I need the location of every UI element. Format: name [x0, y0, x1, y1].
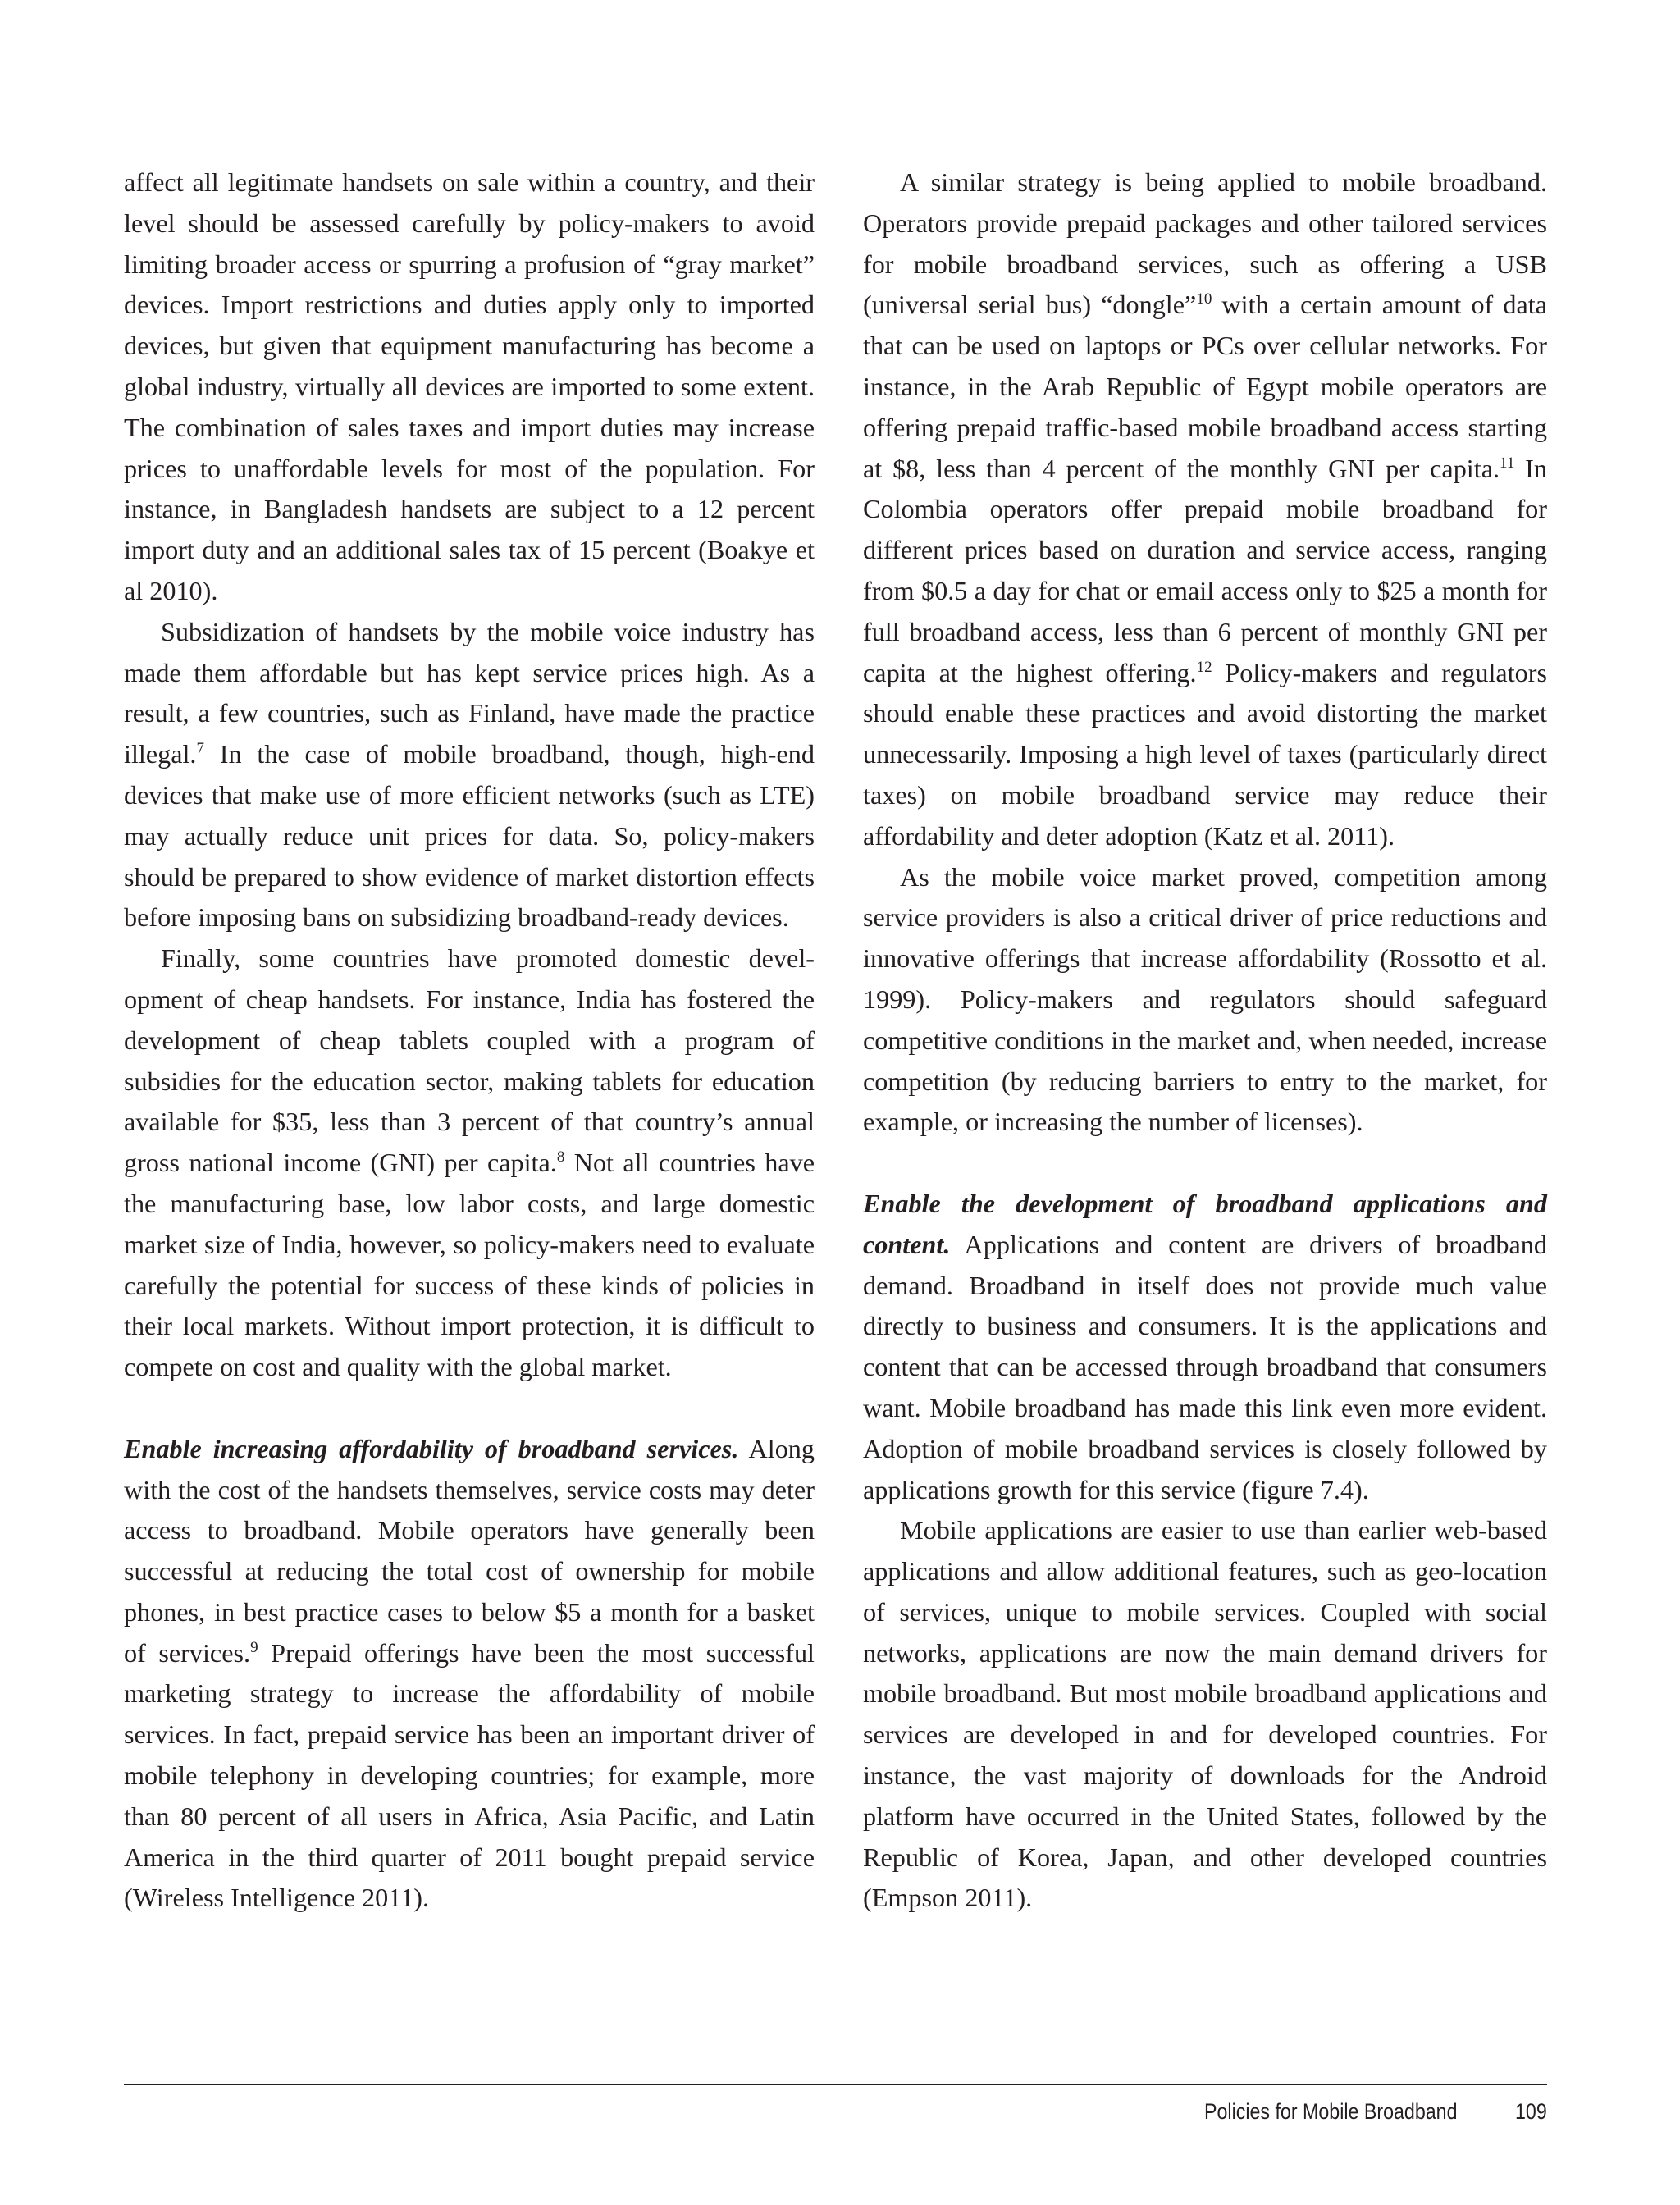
right-column	[863, 162, 1547, 1919]
footnote-ref-9: 9	[250, 1638, 258, 1656]
left-paragraph-1: affect all legitimate handsets on sale within a country, and their level should be assessed carefully by policy-makers to avoid limiting broader access or spurring a profusion of “gray market” devices. Import restrictions and duties apply only to imported devices, but given that equipment manufacturing has become a global industry, virtually all devices are imported to some extent. The combination of sales taxes and import duties may increase prices to unaffordable levels for most of the population. For instance, in Bangladesh handsets are subject to a 12 percent import duty and an additional sales tax of 15 percent (Boakye et al 2010).	[124, 167, 815, 605]
left-column	[124, 162, 815, 1919]
right-paragraph-3: Enable the development of broadband applications and content. Applications and content are drivers of broadband demand. Broadband in itself does not provide much value directly to business and consumers. It is the applications and content that can be accessed through broadband that consumers want. Mobile broadband has made this link even more evident. Adoption of mobile broadband services is closely followed by applications growth for this service (figure 7.4).	[863, 1188, 1547, 1504]
section-heading-applications: Enable the development of broadband applications and content.	[863, 1188, 1547, 1259]
page-footer	[1204, 2097, 1547, 2126]
section-heading-affordability: Enable increasing affordability of broadband services.	[124, 1433, 739, 1463]
footnote-ref-10: 10	[1196, 290, 1212, 308]
left-paragraph-4: Enable increasing affordability of broadband services. Along with the cost of the handsets themselves, service costs may deter access to broadband. Mobile operators have generally been successful at reducing the total cost of ownership for mobile phones, in best practice cases to below $5 a month for a basket of services.$^9$ Prepaid offerings have been the most successful marketing strategy to increase the affordability of mobile services. In fact, prepaid service has been an important driver of mobile telephony in developing countries; for example, more than 80 percent of all users in Africa, Asia Pacific, and Latin America in the third quarter of 2011 bought prepaid service (Wireless Intelligence 2011).	[124, 1433, 815, 1913]
left-paragraph-3: Finally, some countries have promoted domestic development of cheap handsets. For instance, India has fostered the development of cheap tablets coupled with a program of subsidies for the education sector, making tablets for education available for $35, less than 3 percent of that country’s annual gross national income (GNI) per capita.$^8$ Not all countries have the manufacturing base, low labor costs, and large domestic market size of India, however, so policy-makers need to evaluate carefully the potential for success of these kinds of policies in their local markets. Without import protection, it is difficult to compete on cost and quality with the global market.	[124, 943, 815, 1382]
footnote-ref-8: 8	[556, 1148, 565, 1166]
footnote-ref-11: 11	[1500, 454, 1515, 472]
right-paragraph-2: As the mobile voice market proved, competition among service providers is also a critical driver of price reductions and innovative offerings that increase affordability (Rossotto et al. 1999). Policy-makers and regulators should safeguard competitive conditions in the market and, when needed, increase competition (by reducing barriers to entry to the market, for example, or increasing the number of licenses).	[863, 861, 1547, 1137]
right-paragraph-1: A similar strategy is being applied to mobile broadband. Operators provide prepaid packages and other tailored services for mobile broadband services, such as offering a USB (universal serial bus) “dongle”$^{10}$ with a certain amount of data that can be used on laptops or PCs over cellular networks. For instance, in the Arab Republic of Egypt mobile operators are offering prepaid traffic-based mobile broadband access starting at $8, less than 4 percent of the monthly GNI per capita.$^{11}$ In Colombia operators offer prepaid mobile broadband for different prices based on duration and service access, ranging from $0.5 a day for chat or email access only to $25 a month for full broadband access, less than 6 percent of monthly GNI per capita at the highest offering.$^{12}$ Policy-makers and regulators should enable these practices and avoid distorting the market unnecessarily. Imposing a high level of taxes (particularly direct taxes) on mobile broadband service may reduce their affordability and deter adoption (Katz et al. 2011).	[863, 167, 1547, 851]
footer-section-title: Policies for Mobile Broadband	[1204, 2099, 1458, 2124]
footnote-ref-12: 12	[1196, 658, 1212, 676]
page-number: 109	[1515, 2099, 1547, 2124]
footnote-ref-7: 7	[196, 740, 204, 758]
right-paragraph-4: Mobile applications are easier to use than earlier web-based applications and allow additional features, such as geo-location of services, unique to mobile services. Coupled with social networks, applications are now the main demand drivers for mobile broadband. But most mobile broadband applications and services are developed in and for developed countries. For instance, the vast majority of downloads for the Android platform have occurred in the United States, followed by the Republic of Korea, Japan, and other developed countries (Empson 2011).	[863, 1515, 1547, 1913]
footer-rule	[124, 2084, 1547, 2085]
left-paragraph-2: Subsidization of handsets by the mobile voice industry has made them affordable but has kept service prices high. As a result, a few countries, such as Finland, have made the practice illegal.$^7$ In the case of mobile broadband, though, high-end devices that make use of more efficient networks (such as LTE) may actually reduce unit prices for data. So, policy-makers should be prepared to show evidence of market distortion effects before imposing bans on subsidizing broadband-ready devices.	[124, 616, 815, 933]
